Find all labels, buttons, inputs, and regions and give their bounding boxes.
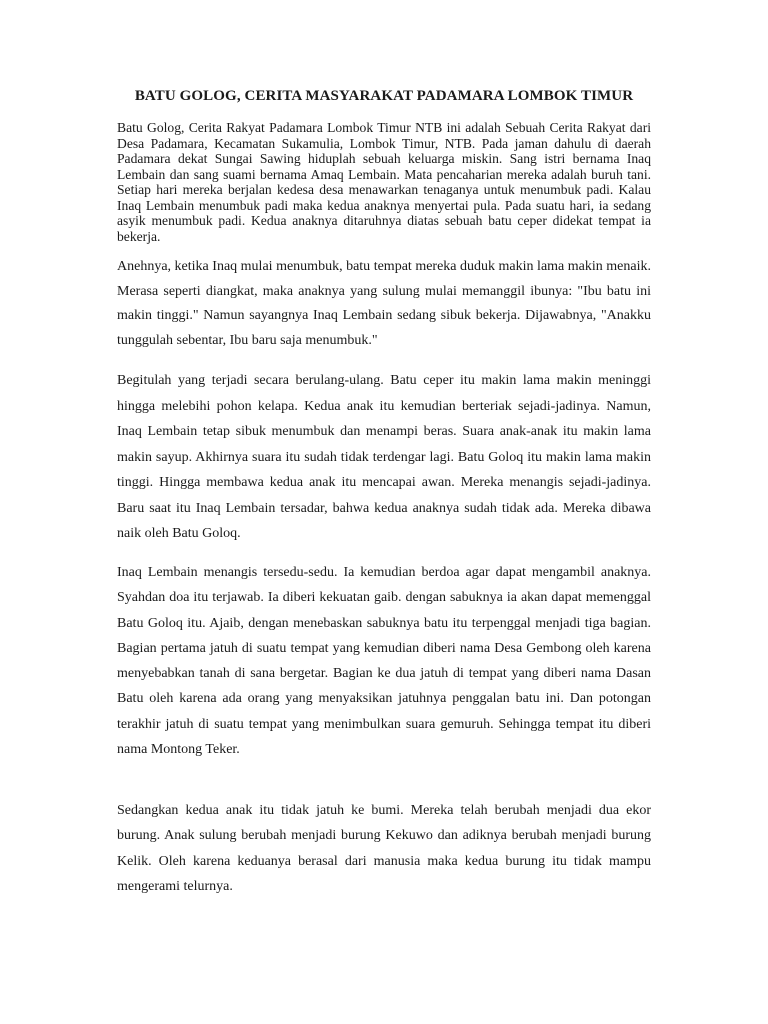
paragraph-1: Batu Golog, Cerita Rakyat Padamara Lombok Timur NTB ini adalah Sebuah Cerita Rakyat dari Desa Padamara, Kecamatan Sukamulia, Lombok Timur, NTB. Pada jaman dahulu di daerah Padamara dekat Sungai Sawing hiduplah sebuah keluarga miskin. Sang istri bernama Inaq Lembain dan sang suami bernama Amaq Lembain. Mata pencaharian mereka adalah buruh tani. Setiap hari mereka berjalan kedesa desa menawarkan tenaganya untuk menumbuk padi. Kalau Inaq Lembain menumbuk padi maka kedua anaknya menyertai pula. Pada suatu hari, ia sedang asyik menumbuk padi. Kedua anaknya ditaruhnya diatas sebuah batu ceper didekat tempat ia bekerja. bbox=[117, 120, 651, 244]
document-title: BATU GOLOG, CERITA MASYARAKAT PADAMARA LOMBOK TIMUR bbox=[134, 88, 634, 104]
paragraph-2: Begitulah yang terjadi secara berulang-ulang. Batu ceper itu makin lama makin meninggi hingga melebihi pohon kelapa. Kedua anak itu kemudian berteriak sejadi-jadinya. Namun, Inaq Lembain tetap sibuk menumbuk dan menampi beras. Suara anak-anak itu makin lama makin sayup. Akhirnya suara itu sudah tidak terdengar lagi. Batu Goloq itu makin lama makin tinggi. Hingga membawa kedua anak itu mencapai awan. Mereka menangis sejadi-jadinya. Baru saat itu Inaq Lembain tersadar, bahwa kedua anaknya sudah tidak ada. Mereka dibawa naik oleh Batu Goloq. bbox=[117, 373, 651, 541]
paragraph-3: Inaq Lembain menangis tersedu-sedu. Ia kemudian berdoa agar dapat mengambil anaknya. Syahdan doa itu terjawab. Ia diberi kekuatan gaib. dengan sabuknya ia akan dapat memenggal Batu Goloq itu. Ajaib, dengan menebaskan sabuknya batu itu terpenggal menjadi tiga bagian. Bagian pertama jatuh di suatu tempat yang kemudian diberi nama Desa Gembong oleh karena menyebabkan tanah di sana bergetar. Bagian ke dua jatuh di tempat yang diberi nama Dasan Batu oleh karena ada orang yang menyaksikan jatuhnya penggalan batu ini. Dan potongan terakhir jatuh di suatu tempat yang menimbulkan suara gemuruh. Sehingga tempat itu diberi nama Montong Teker. bbox=[117, 565, 651, 758]
paragraph-4: Sedangkan kedua anak itu tidak jatuh ke bumi. Mereka telah berubah menjadi dua ekor burung. Anak sulung berubah menjadi burung Kekuwo dan adiknya berubah menjadi burung Kelik. Oleh karena keduanya berasal dari manusia maka kedua burung itu tidak mampu mengerami telurnya. bbox=[117, 803, 651, 894]
paragraph-1-continued: Anehnya, ketika Inaq mulai menumbuk, batu tempat mereka duduk makin lama makin menaik. Merasa seperti diangkat, maka anaknya yang sulung mulai memanggil ibunya: "Ibu batu ini makin tinggi." Namun sayangnya Inaq Lembain sedang sibuk bekerja. Dijawabnya, "Anakku tunggulah sebentar, Ibu baru saja menumbuk." bbox=[117, 259, 651, 348]
